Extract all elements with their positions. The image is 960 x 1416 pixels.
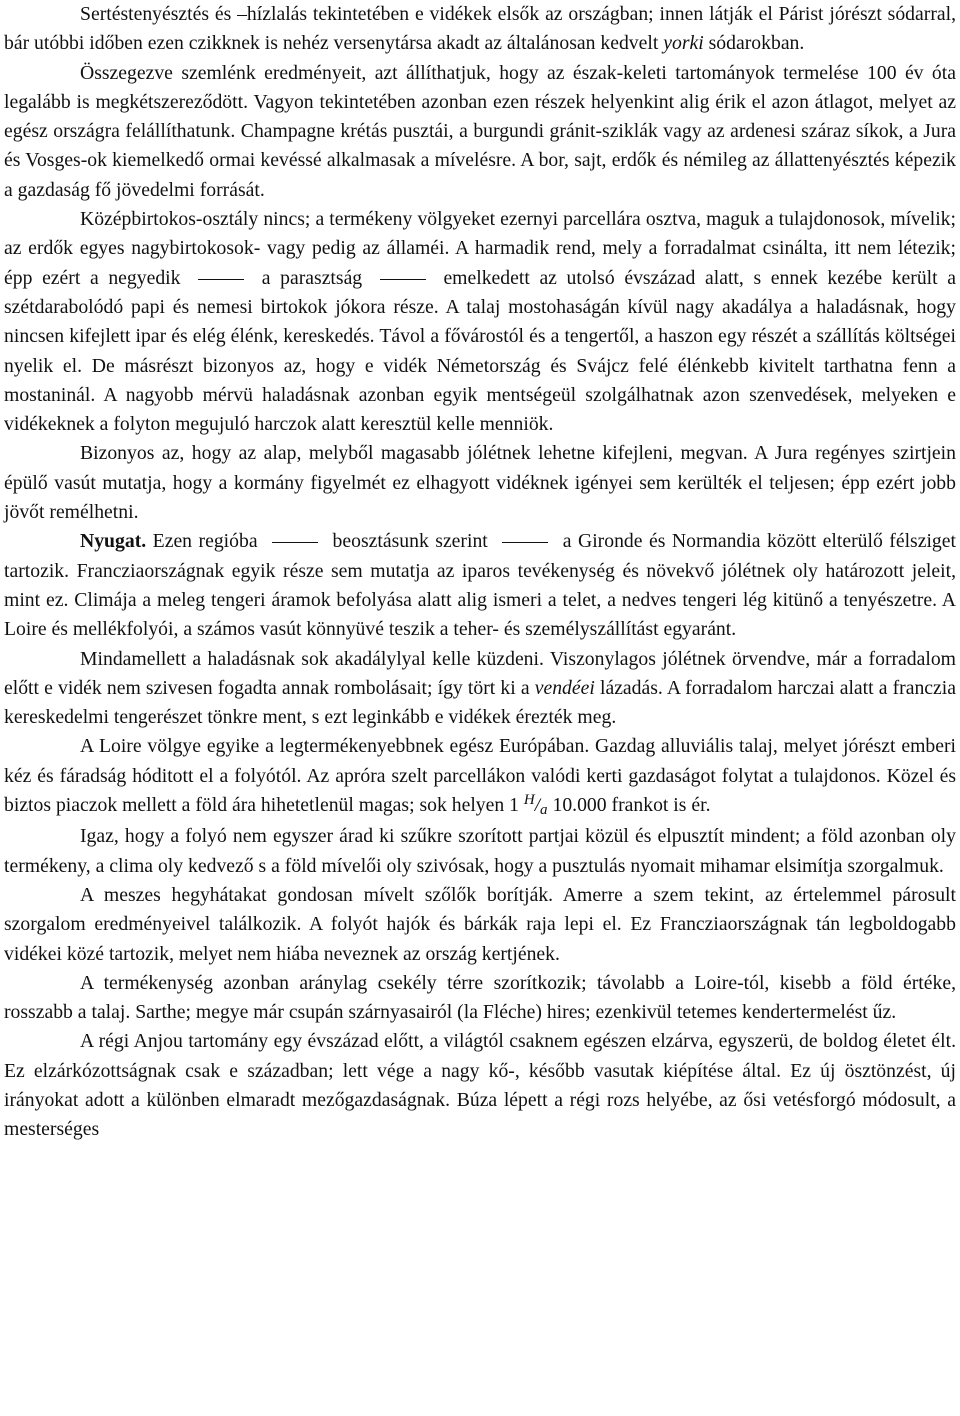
paragraph: [4, 439, 956, 527]
text-run: a parasztság: [252, 266, 372, 289]
text-run: emelkedett az utolsó évszázad alatt, s ennek kezébe került a szétdarabolódó papi és nemesi birtokok jókora része. A talaj mostohaságán kívül nagy akadálya a haladásnak, hogy nincsen kifejlett ipar és elég élénk, kereskedés. Távol a fővárostól és a tengertől, a haszon egy részét a szállítás költségei nyelik el. De másrészt bizonyos az, hogy e vidék Németország és Svájcz felé élénkebb kivitelt tarthatna fenn a mostaninál. A nagyobb mérvü haladásnak azonban egyik mentségeül szolgálhatnak azon szenvedések, melyeken e vidékeknek a folyton megujuló harczok alatt keresztül kelle menniök.: [4, 266, 956, 436]
text-run: sódarokban.: [703, 32, 805, 55]
text-run: Sertéstenyésztés és –hízlalás tekintetében e vidékek elsők az országban; innen látják el Párist jórészt sódarral, bár utóbbi időben ezen czikknek is nehéz versenytársa akadt az általánosan kedvelt: [4, 3, 956, 55]
paragraph: [4, 1027, 956, 1144]
text-run: A Loire völgye egyike a legtermékenyebbnek egész Európában. Gazdag alluviális talaj, melyet jórészt emberi kéz és fáradság hóditott el a folyótól. Az apróra szelt parcellákon valódi kerti gazdaságot folytat a tulajdonos. Közel és biztos piaczok mellett a föld ára hihetetlenül magas; sok helyen 1: [4, 735, 956, 817]
paragraph: [4, 645, 956, 733]
text-run: A régi Anjou tartomány egy évszázad előtt, a világtól csaknem egészen elzárva, egyszerü, de boldog életet élt. Ez elzárkózottságnak csak e században; lett vége a nagy kő-, később vasutak kiépítése által. Ez új ösztönzést, új irányokat adott a különben elmaradt mezőgazdaságnak. Búza lépett a régi rozs helyébe, az ősi vetésforgó módosult, a mesterséges: [4, 1030, 956, 1141]
text-run: A meszes hegyhátakat gondosan mívelt szőlők borítják. Amerre a szem tekint, az értelemmel párosult szorgalom eredményeivel találkozik. A folyót hajók és bárkák raja lepi el. Ez Francziaországnak tán legboldogabb vidékei közé tartozik, melyet nem hiába neveznek az ország kertjének.: [4, 883, 956, 965]
text-run: Ezen regióba: [146, 530, 265, 553]
text-run: beosztásunk szerint: [326, 530, 495, 553]
paragraph: [4, 527, 956, 644]
italic-text: vendéei: [534, 676, 595, 699]
em-dash-rule: [198, 279, 244, 280]
em-dash-rule: [380, 279, 426, 280]
paragraph: [4, 881, 956, 969]
fraction-hectare: H/a: [523, 792, 548, 819]
fraction-denominator: a: [540, 802, 548, 819]
text-run: Igaz, hogy a folyó nem egyszer árad ki szűkre szorított partjai közül és elpusztít mindent; a föld azonban oly termékeny, a clima oly kedvező s a föld mívelői oly szivósak, hogy a pusztulás nyomait mihamar elsimítja szorgalmuk.: [4, 825, 956, 877]
em-dash-rule: [272, 542, 318, 543]
bold-heading-text: Nyugat.: [80, 530, 147, 553]
paragraph: [4, 205, 956, 439]
fraction-numerator: H: [523, 792, 535, 809]
paragraph: [4, 59, 956, 205]
text-run: lázadás. A forradalom harczai alatt a franczia kereskedelmi tengerészet tönkre ment, s ezt leginkább e vidékek érezték meg.: [4, 676, 956, 729]
paragraph: [4, 969, 956, 1028]
text-run: Összegezve szemlénk eredményeit, azt állíthatjuk, hogy az észak-keleti tartományok termelése 100 év óta legalább is megkétszereződött. Vagyon tekintetében azonban ezen részek helyenkint alig érik el azon átlagot, melyet az egész országra felállíthatunk. Champagne krétás pusztái, a burgundi gránit-sziklák vagy az ardenesi száraz síkok, a Jura és Vosges-ok kiemelkedő ormai kevéssé alkalmasak a mívelésre. A bor, sajt, erdők és némileg az állattenyésztés képezik a gazdaság fő jövedelmi forrását.: [4, 61, 956, 201]
text-run: Mindamellett a haladásnak sok akadálylyal kelle küzdeni. Viszonylagos jólétnek örvendve, már a forradalom előtt e vidék nem szivesen fogadta annak rombolásait; így tört ki a: [4, 647, 956, 699]
em-dash-rule: [502, 542, 548, 543]
paragraph: [4, 0, 956, 59]
text-run: A termékenység azonban aránylag csekély térre szorítkozik; távolabb a Loire-tól, kisebb a föld értéke, rosszabb a talaj. Sarthe; megye már csupán szárnyasairól (la Fléche) hires; ezenkivül tetemes kendertermelést űz.: [4, 971, 956, 1024]
paragraph: [4, 822, 956, 881]
document-body: [4, 0, 956, 1145]
italic-text: yorki: [663, 32, 704, 55]
text-run: a Gironde és Normandia között elterülő félsziget tartozik. Francziaországnak egyik része sem mutatja az iparos tevékenység és növekvő jólétnek oly határozott jeleit, mint ez. Climája a meleg tengeri áramok befolyása alatt alig ismeri a telet, a nedves tengeri lég kitünő a tenyészetre. A Loire és mellékfolyói, a számos vasút könnyüvé teszik a teher- és személyszállítást egyaránt.: [4, 530, 956, 641]
paragraph: [4, 732, 956, 822]
text-run: Bizonyos az, hogy az alap, melyből magasabb jólétnek lehetne kifejleni, megvan. A Jura regényes szirtjein épülő vasút mutatja, hogy a kormány figyelmét ez elhagyott vidéknek igényei sem kerülték el teljesen; épp ezért jobb jövőt remélhetni.: [4, 442, 956, 524]
text-run: 10.000 frankot is ér.: [547, 794, 711, 817]
text-run: Középbirtokos-osztály nincs; a termékeny völgyeket ezernyi parcellára osztva, maguk a tulajdonosok, mívelik; az erdők egyes nagybirtokosok- vagy pedig az államéi. A harmadik rend, mely a forradalmat csinálta, itt nem létezik; épp ezért a negyedik: [4, 208, 956, 289]
